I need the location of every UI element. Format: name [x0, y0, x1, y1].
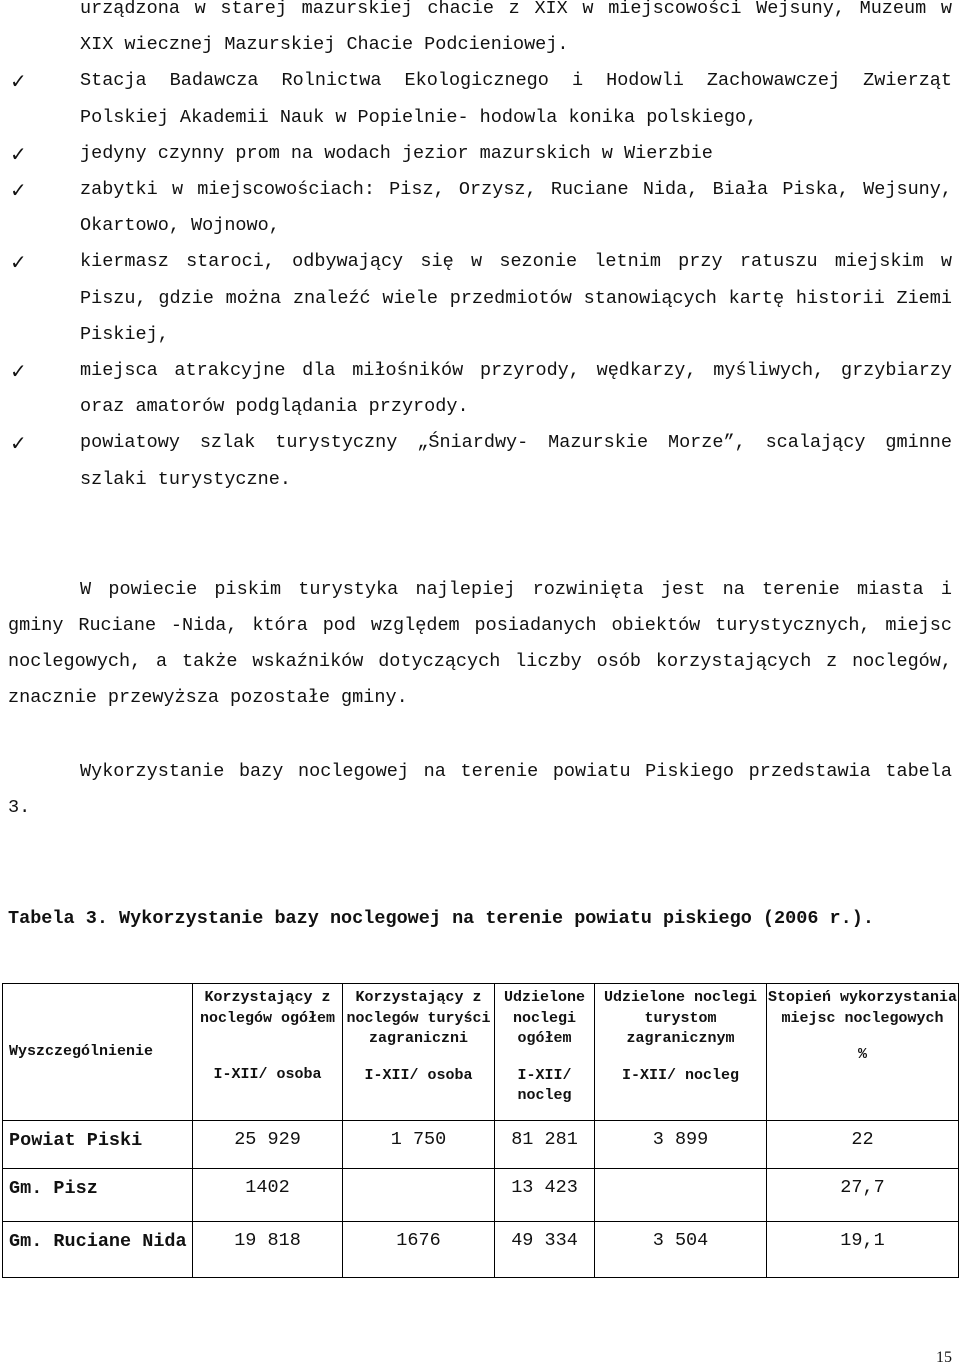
list-item-text: urządzona w starej mazurskiej chacie z XIX w miejscowości Wejsuny, Muzeum w XIX wiecznej Mazurskiej Chacie Podcieniowej. — [80, 0, 952, 56]
row-label: Gm. Pisz — [3, 1169, 193, 1222]
checkmark-icon: ✓ — [10, 141, 27, 166]
table-cell: 1402 — [193, 1169, 343, 1222]
row-label: Powiat Piski — [3, 1121, 193, 1169]
attractions-list — [0, 0, 960, 498]
table-cell: 3 899 — [595, 1121, 767, 1169]
table-cell: 1676 — [343, 1222, 495, 1278]
checkmark-icon: ✓ — [10, 69, 27, 94]
header-unit: I-XII/ osoba — [213, 1066, 322, 1083]
table-row — [3, 1121, 959, 1169]
header-unit: I-XII/ nocleg — [517, 1066, 572, 1104]
table-cell: 49 334 — [495, 1222, 595, 1278]
table-cell: 19,1 — [767, 1222, 959, 1278]
header-title: Udzielone noclegi ogółem — [503, 989, 585, 1047]
list-item-text: kiermasz staroci, odbywający się w sezonie letnim przy ratuszu miejskim w Piszu, gdzie można znaleźć wiele przedmiotów stanowiących kartę historii Ziemi Piskiej, — [80, 251, 952, 345]
list-item-text: miejsca atrakcyjne dla miłośników przyrody, wędkarzy, myśliwych, grzybiarzy oraz amatorów podglądania przyrody. — [80, 360, 952, 418]
list-item-text: powiatowy szlak turystyczny „Śniardwy- Mazurskie Morze”, scalający gminne szlaki turystyczne. — [80, 432, 952, 490]
paragraph-tourism: W powiecie piskim turystyka najlepiej rozwinięta jest na terenie miasta i gminy Ruciane -Nida, która pod względem posiadanych obiektów turystycznych, miejsc noclegowych, a także wskaźników dotyczących liczby osób korzystających z noclegów, znacznie przewyższa pozostałe gminy. — [8, 579, 952, 708]
header-unit: % — [857, 1046, 867, 1063]
list-item — [0, 172, 960, 244]
list-item — [0, 63, 960, 135]
table-cell: 1 750 — [343, 1121, 495, 1169]
table-row — [3, 1169, 959, 1222]
checkmark-icon: ✓ — [10, 250, 27, 275]
accommodation-table — [2, 983, 959, 1278]
table-cell: 13 423 — [495, 1169, 595, 1222]
header-title: Udzielone noclegi turystom zagranicznym — [603, 989, 758, 1047]
list-item — [0, 136, 960, 172]
table-cell — [343, 1169, 495, 1222]
table-cell: 25 929 — [193, 1121, 343, 1169]
checkmark-icon: ✓ — [10, 431, 27, 456]
list-item — [0, 425, 960, 497]
list-item-text: jedyny czynny prom na wodach jezior mazurskich w Wierzbie — [80, 142, 713, 164]
table-cell: 81 281 — [495, 1121, 595, 1169]
header-title: Stopień wykorzystania miejsc noclegowych — [767, 989, 958, 1027]
header-cell — [767, 984, 959, 1121]
list-item — [0, 244, 960, 353]
header-cell — [193, 984, 343, 1121]
table-cell: 19 818 — [193, 1222, 343, 1278]
table-row — [3, 1222, 959, 1278]
paragraph-table-intro: Wykorzystanie bazy noclegowej na terenie powiatu Piskiego przedstawia tabela 3. — [8, 761, 952, 818]
list-item-text: zabytki w miejscowościach: Pisz, Orzysz, Ruciane Nida, Biała Piska, Wejsuny, Okartowo, Wojnowo, — [80, 179, 952, 237]
table-cell: 3 504 — [595, 1222, 767, 1278]
header-title: Korzystający z noclegów ogółem — [199, 989, 336, 1027]
table-header-row — [3, 984, 959, 1121]
header-unit: I-XII/ nocleg — [621, 1066, 740, 1084]
header-cell: Wyszczególnienie — [3, 984, 193, 1121]
header-cell — [495, 984, 595, 1121]
header-cell — [595, 984, 767, 1121]
list-item — [0, 353, 960, 425]
header-title: Korzystający z noclegów turyści zagraniczni — [346, 989, 491, 1047]
list-item-text: Stacja Badawcza Rolnictwa Ekologicznego i Hodowli Zachowawczej Zwierząt Polskiej Akademii Nauk w Popielnie- hodowla konika polskiego, — [80, 70, 952, 128]
table-cell: 27,7 — [767, 1169, 959, 1222]
table-cell — [595, 1169, 767, 1222]
checkmark-icon: ✓ — [10, 359, 27, 384]
checkmark-icon: ✓ — [10, 178, 27, 203]
table-caption: Tabela 3. Wykorzystanie bazy noclegowej na terenie powiatu piskiego (2006 r.). — [8, 908, 874, 929]
table-cell: 22 — [767, 1121, 959, 1169]
header-cell — [343, 984, 495, 1121]
page-number: 15 — [936, 1349, 952, 1366]
list-item — [0, 0, 960, 63]
header-unit: I-XII/ osoba — [364, 1066, 473, 1084]
row-label: Gm. Ruciane Nida — [3, 1222, 193, 1278]
